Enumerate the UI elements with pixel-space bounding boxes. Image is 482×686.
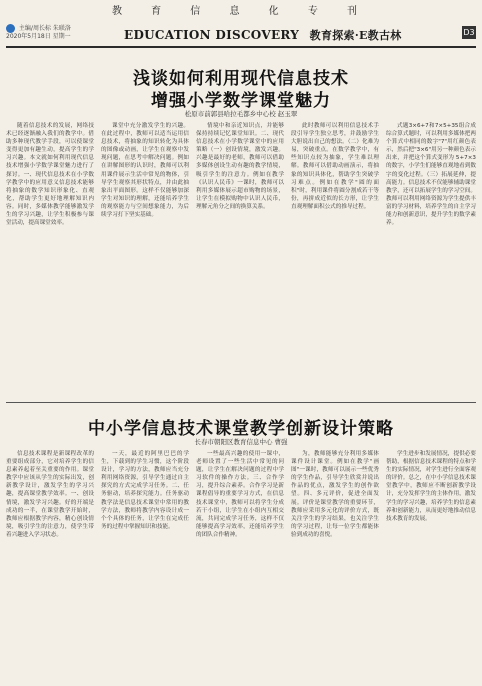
article1-column-3 xyxy=(196,122,284,398)
article1-column-3-text: 情境中和亲近知识点，并能够保持持续记忆课堂知识。二、现代信息技术在小学数学课堂中的应用策略（一）创设情境，激发兴趣。兴趣是最好的老师，教师可以借助多媒体创设生动有趣的教学情境，吸引学生的注意力。例如在教学《认识人民币》一课时，教师可以利用多媒体展示超市购物的场景，让学生在模拟购物中认识人民币，理解元角分之间的换算关系。 xyxy=(196,123,284,210)
article2-column-3-text: 一些最高兴趣的使用一课中，老师设置了一些生活中常见的问题，让学生在解决问题的过程中学习软件的操作方法。三、合作学习，提升综合素养。合作学习是新课程倡导的重要学习方式，在信息技术课堂中，教师可以将学生分成若干小组，让学生在小组内互相交流，共同完成学习任务，这样不仅能够提高学习效率，还能培养学生的团队合作精神。 xyxy=(196,451,284,538)
article2-column-4 xyxy=(291,450,379,680)
article1-title-line1: 浅谈如何利用现代信息技术 xyxy=(133,69,349,89)
article1-column-5-text: 式题3×6+7和7×5+35组合成综合算式题时，可以利用多媒体把两个算式中相同的数字"7"用红颜色表示，然后把"3×6"用另一种颜色表示出来，并把这个算式变形为 5+7×3 的数字，小学生们能够直观地看到数字的变化过程。（三）拓展延伸，提高能力。信息技术不仅能够辅助课堂教学，还可以拓展学生的学习空间。教师可以利用网络资源为学生提供丰富的学习材料，培养学生的自主学习能力和创新意识，提升学生的数学素养。 xyxy=(386,123,476,227)
article1-column-1-text: 随着信息技术的发展，网络技术已经逐渐融入我们的教学中。借助多种现代教学手段，可以使课堂变得更加有趣生动，提高学生的学习兴趣。本文就如何利用现代信息技术增强小学数学课堂魅力进行了探讨。一、现代信息技术在小学数学教学中的应用意义信息技术能够将抽象的数学知识形象化、直观化，帮助学生更好地理解知识内容。同时，多媒体教学能够激发学生的学习兴趣，让学生积极参与课堂活动，提高课堂效率。 xyxy=(6,123,94,227)
article2-column-1 xyxy=(6,450,94,680)
article2-body xyxy=(6,450,476,680)
article1-column-5 xyxy=(386,122,476,398)
article1-column-1 xyxy=(6,122,94,398)
article1-title-line2: 增强小学数学课堂魅力 xyxy=(151,91,331,111)
article1-column-4 xyxy=(291,122,379,398)
page-number: D3 xyxy=(463,28,475,37)
section-title-cn: 教育探索·E教古林 xyxy=(309,29,402,42)
article2-byline: 长春市朝阳区教育信息中心 曹强 xyxy=(194,438,288,446)
masthead-rule xyxy=(6,46,476,48)
section-title xyxy=(124,27,402,43)
masthead-top-line: 教 育 信 息 化 专 刊 xyxy=(111,6,371,17)
article2-column-5-text: 学生进步和发展情况，提供必要帮助，根据信息技术课程的特点和学生的实际情况，对学生进行全面客观的评价。总之，在中小学信息技术课堂教学中，教师应不断创新教学设计，充分发挥学生的主体作用，激发学生的学习兴趣，培养学生的信息素养和创新能力，从而更好地推动信息技术教育的发展。 xyxy=(386,451,476,522)
newspaper-logo-icon xyxy=(6,24,15,33)
article2-column-1-text: 信息技术课程是新课程改革的重要组成部分，它对培养学生的信息素养起着至关重要的作用。课堂教学中应该从学生的实际出发，创新教学设计，激发学生的学习兴趣，提高课堂教学效率。一、创设情境，激发学习兴趣。好的开端是成功的一半，在课堂教学开始时，教师应根据教学内容，精心创设情境，吸引学生的注意力，使学生带着兴趣进入学习状态。 xyxy=(6,451,94,538)
article1-column-2-text: 课堂中充分激发学生的兴趣。在此过程中，教师可以适当运用信息技术，将抽象的知识转化为具体的图像或动画，让学生在观察中发现问题，在思考中解决问题。例如在讲解图形的认识时，教师可以利用课件展示生活中常见的物体，引导学生观察其形状特点，并由此抽象出平面图形。这样不仅能够加深学生对知识的理解，还能培养学生的观察能力与空间想象能力，为后续学习打下坚实基础。 xyxy=(101,123,189,219)
article1-byline: 松原市前郭县哈拉毛都乡中心校 赵玉翠 xyxy=(184,110,298,118)
masthead-editors xyxy=(6,24,106,41)
masthead xyxy=(6,4,476,50)
article1-column-2 xyxy=(101,122,189,398)
article2-column-2 xyxy=(101,450,189,680)
article2-column-3 xyxy=(196,450,284,680)
article-divider xyxy=(6,402,476,403)
date-line: 2020年5月18日 星期一 xyxy=(6,33,71,40)
article2-title: 中小学信息技术课堂教学创新设计策略 xyxy=(88,419,394,439)
article1-column-4-text: 此时教师可以利用信息技术手段引导学生独立思考，并鼓励学生大胆说出自己的想法。（二）化难为易，突破重点。在数学教学中，有些知识点较为抽象，学生难以理解。教师可以借助动画演示，将抽象的知识具体化，帮助学生突破学习难点。例如在教学"圆的面积"时，利用课件将圆分割成若干等份，再拼成近似的长方形，让学生直观理解面积公式的推导过程。 xyxy=(291,123,379,210)
editor-line: 主编/周长标 朱联洛 xyxy=(18,25,71,32)
article1-body xyxy=(6,122,476,398)
article2-column-2-text: 一天，最近的阿里巴巴的学生，下载到的学生习惯，这个阶段设计，学习的方法，教师应当充分利用网络资源，引导学生通过自主探究的方式完成学习任务。二、任务驱动，培养探究能力。任务驱动教学法是信息技术课堂中常用的教学方法，教师将教学内容设计成一个个具体的任务，让学生在完成任务的过程中掌握知识和技能。 xyxy=(101,451,189,530)
article2-column-4-text: 为，教师能够充分利用多媒体课件设计课堂。例如在教学"画图"一课时，教师可以展示一些优秀的学生作品，引导学生欣赏并说出作品的优点，激发学生的创作欲望。四、多元评价，促进全面发展。评价是课堂教学的重要环节，教师应采用多元化的评价方式，既关注学生的学习结果，也关注学生的学习过程，让每一位学生都能体验到成功的喜悦。 xyxy=(291,451,379,538)
article2-column-5 xyxy=(386,450,476,680)
section-title-en: EDUCATION DISCOVERY xyxy=(124,28,300,42)
